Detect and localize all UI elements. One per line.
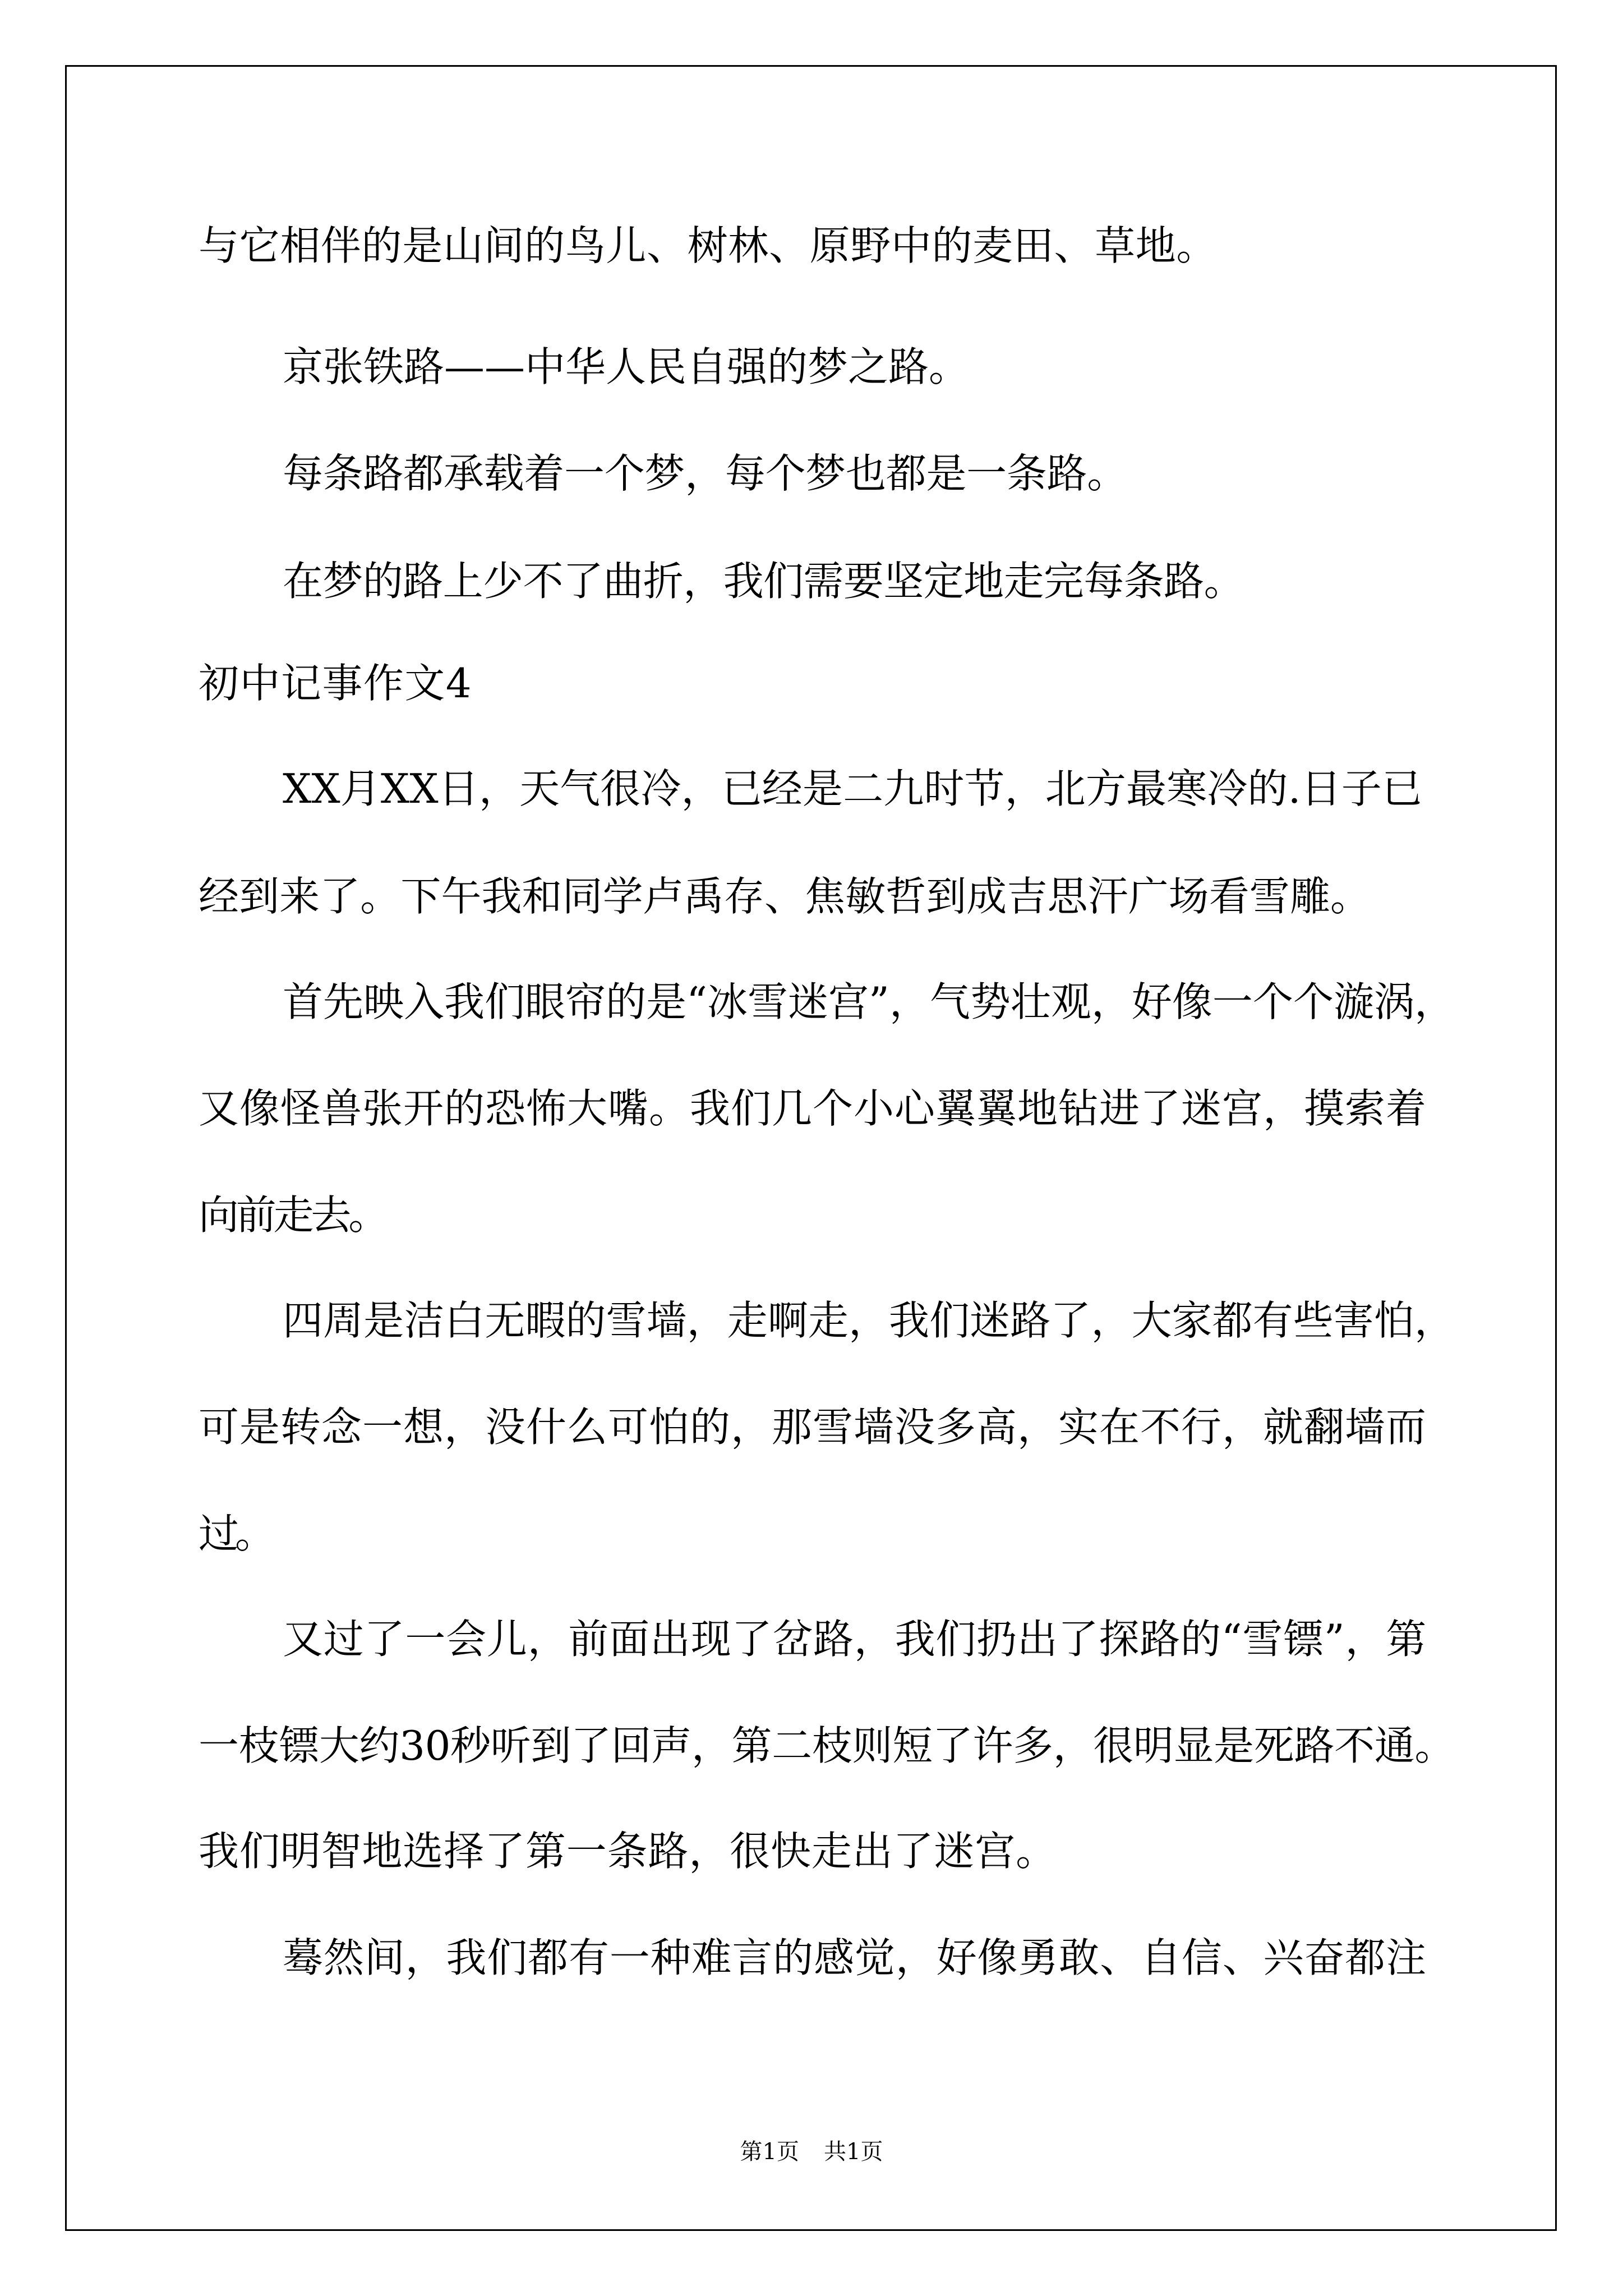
text-line: 经到来了。下午我和同学卢禹存、焦敏哲到成吉思汗广场看雪雕。 (199, 873, 1371, 920)
page-number-total: 共1页 (824, 2139, 883, 2165)
text-line: 每条路都承载着一个梦，每个梦也都是一条路。 (283, 450, 1127, 497)
text-line: 京张铁路——中华人民自强的梦之路。 (283, 343, 969, 390)
text-line: 首先映入我们眼帘的是“冰雪迷宫”，气势壮观，好像一个个漩涡， (283, 978, 1455, 1025)
page-footer (0, 2141, 1623, 2163)
text-line: 一枝镖大约30秒听到了回声，第二枝则短了许多，很明显是死路不通。 (199, 1722, 1455, 1769)
text-line: XX月XX日，天气很冷，已经是二九时节，北方最寒冷的.日子已 (283, 765, 1422, 812)
text-line: 与它相伴的是山间的鸟儿、树林、原野中的麦田、草地。 (199, 222, 1217, 269)
text-line: 过。 (199, 1510, 271, 1557)
section-heading: 初中记事作文4 (199, 660, 472, 707)
text-line: 又过了一会儿，前面出现了岔路，我们扔出了探路的“雪镖”，第 (283, 1616, 1427, 1663)
text-line: 四周是洁白无暇的雪墙，走啊走，我们迷路了，大家都有些害怕， (283, 1297, 1455, 1344)
text-line: 在梦的路上少不了曲折，我们需要坚定地走完每条路。 (283, 558, 1244, 605)
text-line: 可是转念一想，没什么可怕的，那雪墙没多高，实在不行，就翻墙而 (199, 1404, 1427, 1451)
text-line: 又像怪兽张开的恐怖大嘴。我们几个小心翼翼地钻进了迷宫，摸索着 (199, 1085, 1427, 1132)
page-number-current: 第1页 (740, 2139, 799, 2165)
text-line: 向前走去。 (199, 1191, 386, 1239)
text-line: 蓦然间，我们都有一种难言的感觉，好像勇敢、自信、兴奋都注 (283, 1934, 1427, 1981)
text-line: 我们明智地选择了第一条路，很快走出了迷宫。 (199, 1828, 1057, 1875)
